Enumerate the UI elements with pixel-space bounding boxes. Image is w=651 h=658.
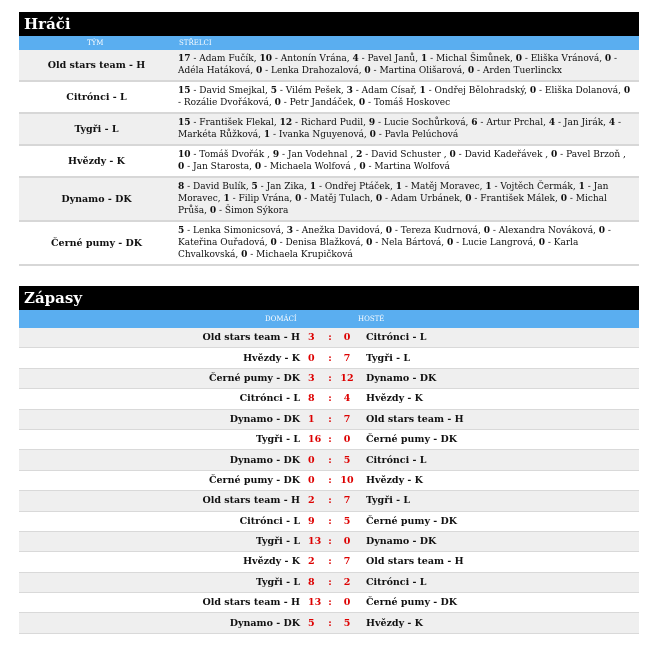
goal-count: 0 (375, 194, 383, 204)
player-name: - Lucie Langrová, (453, 238, 539, 248)
player-name: - Michaela Wolfová , (261, 162, 360, 172)
player-row (19, 82, 639, 114)
scorers-list (174, 222, 639, 264)
player-name: - Kateřina Ouřadová, (178, 226, 611, 248)
matches-column-header (19, 310, 639, 328)
away-score: 7 (343, 556, 351, 568)
goal-count: 0 (623, 86, 631, 96)
player-name: - Antonín Vrána, (271, 54, 353, 64)
goal-count: 0 (366, 238, 373, 248)
goal-count: 15 (178, 118, 191, 128)
away-score: 5 (343, 617, 351, 629)
player-name: - Vilém Pešek, (276, 86, 347, 96)
player-name: - František Málek, (471, 194, 561, 204)
player-name: - Pavel Janů, (358, 54, 421, 64)
goal-count: 0 (538, 238, 545, 248)
player-name: - Lucie Sochůrková, (375, 118, 472, 128)
home-score: 16 (308, 434, 322, 446)
player-name: - David Schuster , (362, 150, 450, 160)
player-name: - David Bulík, (184, 182, 252, 192)
goal-count: 0 (467, 66, 475, 76)
player-name: - Pavel Brzoň , (557, 150, 626, 160)
match-row (19, 573, 639, 593)
goal-count: 0 (551, 150, 558, 160)
players-title: Hráči (19, 12, 639, 36)
team-name[interactable]: Citrónci - L (66, 91, 127, 103)
player-name: - Jan Starosta, (184, 162, 255, 172)
home-team[interactable]: Tygři - L (255, 434, 300, 446)
player-name: - Markéta Růžková, (178, 118, 622, 140)
home-score: 9 (308, 515, 315, 527)
player-name: - Eliška Vránová, (521, 54, 605, 64)
goal-count: 9 (272, 150, 280, 160)
player-row (19, 114, 639, 146)
goal-count: 0 (385, 226, 392, 236)
player-name: - Nela Bártová, (372, 238, 447, 248)
player-name: - Eliška Dolanová, (536, 86, 624, 96)
score-separator: : (328, 352, 332, 364)
player-name: - Šimon Sýkora (216, 206, 289, 216)
home-team[interactable]: Tygři - L (255, 536, 300, 548)
away-score: 2 (343, 576, 351, 588)
goal-count: 0 (209, 206, 217, 216)
away-score: 7 (343, 413, 351, 425)
goal-count: 0 (449, 150, 456, 160)
away-score: 0 (343, 332, 351, 344)
player-name: - Tomáš Hoskovec (365, 98, 451, 108)
player-name: - Adéla Hatáková, (178, 54, 618, 76)
goal-count: 0 (483, 226, 490, 236)
match-row (19, 552, 639, 572)
goal-count: 0 (295, 194, 302, 204)
player-name: - Lenka Drahozalová, (262, 66, 365, 76)
goal-count: 0 (178, 162, 185, 172)
home-score: 2 (308, 556, 315, 568)
goal-count: 1 (419, 86, 426, 96)
goal-count: 15 (178, 86, 191, 96)
goal-count: 3 (286, 226, 293, 236)
away-team[interactable]: Old stars team - H (366, 556, 464, 568)
goal-count: 10 (178, 150, 191, 160)
home-team[interactable]: Tygři - L (255, 576, 300, 588)
home-team[interactable]: Dynamo - DK (229, 413, 300, 425)
away-team[interactable]: Tygři - L (366, 495, 411, 507)
player-row (19, 146, 639, 178)
team-name[interactable]: Dynamo - DK (61, 193, 132, 205)
goal-count: 0 (358, 98, 366, 108)
away-score: 0 (343, 434, 351, 446)
away-team[interactable]: Černé pumy - DK (366, 597, 458, 609)
goal-count: 2 (356, 150, 363, 160)
score-separator: : (328, 495, 332, 507)
home-team[interactable]: Citrónci - L (239, 515, 300, 527)
team-name[interactable]: Old stars team - H (47, 59, 146, 71)
goal-count: 9 (368, 118, 376, 128)
goal-count: 0 (274, 98, 281, 108)
player-name: - Denisa Blažková, (276, 238, 367, 248)
player-name: - Tomáš Dvořák , (190, 150, 273, 160)
player-name: - David Smejkal, (190, 86, 271, 96)
home-score: 3 (308, 332, 315, 344)
goal-count: 0 (604, 54, 612, 64)
column-home[interactable]: DOMÁCÍ (265, 315, 297, 323)
player-name: - Lenka Simonicsová, (184, 226, 287, 236)
home-score: 13 (308, 536, 322, 548)
home-score: 13 (308, 597, 322, 609)
player-name: - Petr Jandáček, (280, 98, 359, 108)
home-team[interactable]: Dynamo - DK (229, 617, 300, 629)
score-separator: : (328, 617, 332, 629)
score-separator: : (328, 413, 332, 425)
players-column-header (19, 36, 639, 50)
player-name: - Ivanka Nguyenová, (270, 130, 370, 140)
match-row (19, 491, 639, 511)
away-team[interactable]: Citrónci - L (366, 576, 427, 588)
away-team[interactable]: Dynamo - DK (366, 372, 437, 384)
goal-count: 0 (515, 54, 522, 64)
away-score: 10 (340, 474, 354, 486)
goal-count: 0 (255, 66, 263, 76)
matches-section (19, 286, 639, 634)
player-row (19, 50, 639, 82)
scorers-list (174, 178, 639, 220)
player-row (19, 222, 639, 266)
home-team[interactable]: Citrónci - L (239, 393, 300, 405)
goal-count: 1 (420, 54, 428, 64)
team-name[interactable]: Tygři - L (74, 123, 119, 135)
away-score: 0 (343, 536, 351, 548)
player-name: - David Kadeřávek , (455, 150, 552, 160)
home-score: 5 (308, 617, 315, 629)
home-team[interactable]: Hvězdy - K (243, 352, 300, 364)
goal-count: 4 (608, 118, 616, 128)
player-name: - Adam Císař, (352, 86, 420, 96)
score-separator: : (328, 474, 332, 486)
match-row (19, 613, 639, 633)
scorers-list (174, 50, 639, 80)
goal-count: 0 (270, 238, 277, 248)
away-team[interactable]: Citrónci - L (366, 332, 427, 344)
home-score: 8 (308, 393, 315, 405)
scorers-list (174, 146, 639, 176)
score-separator: : (328, 332, 332, 344)
player-name: - Michal Průša, (178, 194, 607, 216)
score-separator: : (328, 597, 332, 609)
match-row (19, 328, 639, 348)
home-score: 0 (308, 474, 315, 486)
away-team[interactable]: Hvězdy - K (366, 393, 423, 405)
away-score: 5 (343, 515, 351, 527)
away-team[interactable]: Hvězdy - K (366, 474, 423, 486)
player-name: - Jan Moravec, (178, 182, 609, 204)
away-score: 4 (343, 393, 351, 405)
scorers-list (174, 82, 639, 112)
column-away[interactable]: HOSTÉ (358, 315, 385, 323)
player-name: - Martina Olišarová, (370, 66, 468, 76)
goal-count: 5 (178, 226, 185, 236)
home-team[interactable]: Černé pumy - DK (208, 474, 300, 486)
score-separator: : (328, 556, 332, 568)
goal-count: 12 (279, 118, 293, 128)
score-separator: : (328, 372, 332, 384)
away-score: 12 (340, 372, 354, 384)
player-name: - Ondřej Ptáček, (316, 182, 396, 192)
player-name: - Ondřej Bělohradský, (425, 86, 530, 96)
score-separator: : (328, 536, 332, 548)
team-name[interactable]: Černé pumy - DK (50, 237, 143, 249)
players-table (19, 50, 639, 266)
goal-count: 4 (352, 54, 359, 64)
goal-count: 0 (598, 226, 606, 236)
away-team[interactable]: Černé pumy - DK (366, 434, 458, 446)
player-name: - Jan Jirák, (555, 118, 609, 128)
home-team[interactable]: Old stars team - H (202, 332, 300, 344)
away-score: 7 (343, 352, 351, 364)
score-separator: : (328, 434, 332, 446)
goal-count: 1 (578, 182, 585, 192)
goal-count: 1 (309, 182, 317, 192)
player-name: - Artur Prchal, (477, 118, 549, 128)
matches-table (19, 328, 639, 634)
goal-count: 6 (471, 118, 478, 128)
score-separator: : (328, 576, 332, 588)
match-row (19, 430, 639, 450)
goal-count: 0 (364, 66, 371, 76)
goal-count: 3 (346, 86, 353, 96)
scorers-list (174, 114, 639, 144)
player-name: - Rozálie Dvořáková, (178, 98, 275, 108)
goal-count: 0 (465, 194, 472, 204)
goal-count: 5 (251, 182, 258, 192)
player-name: - Arden Tuerlinckx (474, 66, 563, 76)
column-scorers[interactable]: STŘELCI (179, 39, 212, 47)
player-name: - Michal Šimůnek, (427, 54, 516, 64)
goal-count: 0 (359, 162, 366, 172)
score-separator: : (328, 515, 332, 527)
player-name: - Adam Urbánek, (382, 194, 466, 204)
player-name: - Martina Wolfová (365, 162, 450, 172)
match-row (19, 348, 639, 368)
home-score: 3 (308, 372, 315, 384)
goal-count: 0 (560, 194, 567, 204)
goal-count: 10 (259, 54, 272, 64)
goal-count: 5 (270, 86, 277, 96)
goal-count: 17 (178, 54, 191, 64)
home-score: 1 (308, 413, 315, 425)
home-team[interactable]: Old stars team - H (202, 495, 300, 507)
goal-count: 8 (178, 182, 185, 192)
player-name: - Anežka Davidová, (293, 226, 386, 236)
player-name: - Michaela Krupičková (247, 250, 353, 260)
player-name: - Jan Vodehnal , (279, 150, 357, 160)
away-team[interactable]: Old stars team - H (366, 413, 464, 425)
away-team[interactable]: Hvězdy - K (366, 617, 423, 629)
player-name: - Jan Zika, (257, 182, 310, 192)
score-separator: : (328, 393, 332, 405)
goal-count: 0 (254, 162, 262, 172)
away-score: 0 (343, 597, 351, 609)
home-team[interactable]: Old stars team - H (202, 597, 300, 609)
home-team[interactable]: Dynamo - DK (229, 454, 300, 466)
goal-count: 0 (447, 238, 454, 248)
match-row (19, 512, 639, 532)
goal-count: 1 (223, 194, 230, 204)
match-row (19, 593, 639, 613)
match-row (19, 532, 639, 552)
player-name: - Matěj Tulach, (301, 194, 376, 204)
goal-count: 1 (395, 182, 402, 192)
match-row (19, 471, 639, 491)
player-name: - František Flekal, (190, 118, 280, 128)
home-score: 0 (308, 352, 315, 364)
matches-title: Zápasy (19, 286, 639, 310)
home-score: 0 (308, 454, 315, 466)
player-name: - Karla Chvalkovská, (178, 238, 579, 260)
away-score: 7 (343, 495, 351, 507)
home-score: 8 (308, 576, 315, 588)
player-row (19, 178, 639, 222)
player-name: - Vojtěch Čermák, (491, 182, 579, 192)
goal-count: 0 (369, 130, 376, 140)
match-row (19, 410, 639, 430)
home-team[interactable]: Černé pumy - DK (208, 372, 300, 384)
goal-count: 0 (529, 86, 537, 96)
player-name: - Pavla Pelúchová (375, 130, 459, 140)
home-team[interactable]: Hvězdy - K (243, 556, 300, 568)
score-separator: : (328, 454, 332, 466)
goal-count: 1 (263, 130, 271, 140)
players-section (19, 12, 639, 266)
player-name: - Alexandra Nováková, (490, 226, 599, 236)
column-team[interactable]: TÝM (87, 39, 104, 47)
goal-count: 1 (485, 182, 492, 192)
team-name[interactable]: Hvězdy - K (68, 155, 125, 167)
player-name: - Richard Pudil, (292, 118, 369, 128)
goal-count: 0 (241, 250, 248, 260)
player-name: - Filip Vrána, (229, 194, 296, 204)
player-name: - Matěj Moravec, (401, 182, 486, 192)
away-team[interactable]: Černé pumy - DK (366, 515, 458, 527)
away-team[interactable]: Citrónci - L (366, 454, 427, 466)
player-name: - Adam Fučík, (190, 54, 260, 64)
away-score: 5 (343, 454, 351, 466)
away-team[interactable]: Tygři - L (366, 352, 411, 364)
match-row (19, 389, 639, 409)
match-row (19, 369, 639, 389)
goal-count: 4 (548, 118, 556, 128)
player-name: - Tereza Kudrnová, (391, 226, 484, 236)
match-row (19, 450, 639, 470)
away-team[interactable]: Dynamo - DK (366, 536, 437, 548)
home-score: 2 (308, 495, 315, 507)
